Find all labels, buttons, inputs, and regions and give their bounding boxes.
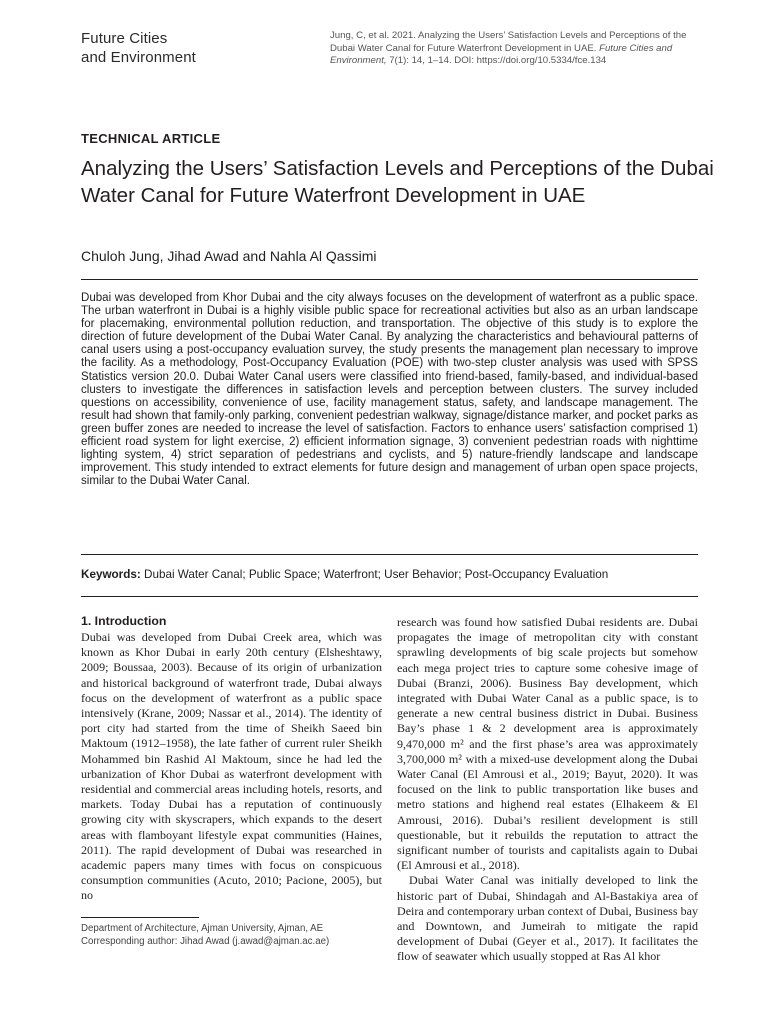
article-title: Analyzing the Users’ Satisfaction Levels and Perceptions of the Dubai Water Canal for Future Waterfront Development in UAE — [81, 157, 714, 207]
citation-details: 7(1): 14, 1–14. DOI: https://doi.org/10.5334/fce.134 — [389, 55, 607, 67]
keywords-label: Keywords: — [81, 568, 141, 581]
footnote — [81, 922, 382, 948]
journal-name-line2: and Environment — [81, 49, 196, 66]
divider-top — [81, 279, 698, 280]
divider-abstract — [81, 554, 698, 555]
column-right — [397, 615, 698, 965]
divider-keywords — [81, 596, 698, 597]
journal-name — [81, 29, 281, 67]
citation-text: Jung, C, et al. 2021. Analyzing the Users’ Satisfaction Levels and Perceptions of the Dubai Water Canal for Future Waterfront Development in UAE. — [330, 30, 687, 54]
paragraph-intro-2: research was found how satisfied Dubai residents are. Dubai propagates the image of metropolitan city with constant sprawling developments of big scale projects but somehow each mega project tries to capture some cohesive image of Dubai (Branzi, 2006). Business Bay development, which integrated with Dubai Water Canal as a public space, is to generate a new central business district in Dubai. Business Bay’s phase 1 & 2 development area is approximately 9,470,000 m² and the first phase’s area was approximately 3,700,000 m² with a mixed-use development along the Dubai Water Canal (El Amrousi et al., 2019; Bayut, 2020). It was focused on the link to public transportation like buses and metro stations and highend real estates (Elhakeem & El Amrousi, 2016). Dubai’s resilient development is still questionable, but it rebuilds the reputation to attract the significant number of tourists and capitalists again to Dubai (El Amrousi et al., 2018). — [397, 615, 698, 873]
citation-header — [330, 30, 698, 68]
paragraph-intro-3: Dubai Water Canal was initially developed to link the historic part of Dubai, Shindagah and Al-Bastakiya area of Deira and contemporary urban context of Dubai, Business bay and Downtown, and Jumeirah to mitigate the rapid development of Dubai (Geyer et al., 2017). It facilitates the flow of seawater which usually stopped at Ras Al khor — [397, 873, 698, 964]
article-type: TECHNICAL ARTICLE — [81, 131, 221, 146]
keywords — [81, 568, 698, 582]
column-left — [81, 614, 382, 904]
section-heading: 1. Introduction — [81, 614, 167, 628]
paragraph-intro-1: Dubai was developed from Dubai Creek area, which was known as Khor Dubai in early 20th century (Elsheshtawy, 2009; Boussaa, 2003). Because of its origin of urbanization and historical background of waterfront trade, Dubai always focus on the development of waterfront as a public space intensively (Krane, 2009; Nassar et al., 2014). The identity of port city had started from the time of Sheikh Saeed bin Maktoum (1912–1958), the late father of current ruler Sheikh Mohammed bin Rashid Al Maktoum, since he had led the urbanization of Khor Dubai as waterfront development with residential and commercial areas including hotels, resorts, and markets. Today Dubai has a reputation of continuously growing city with skyscrapers, which expands to the desert areas with flamboyant lifestyle expat communities (Haines, 2011). The rapid development of Dubai was researched in academic papers many times with focus on conspicuous consumption communities (Acuto, 2010; Pacione, 2005), but no — [81, 630, 382, 903]
corresponding-author: Corresponding author: Jihad Awad (j.awad@ajman.ac.ae) — [81, 936, 330, 948]
author-list: Chuloh Jung, Jihad Awad and Nahla Al Qassimi — [81, 248, 377, 264]
affiliation: Department of Architecture, Ajman University, Ajman, AE — [81, 923, 324, 934]
abstract: Dubai was developed from Khor Dubai and the city always focuses on the development of waterfront as a public space. The urban waterfront in Dubai is a highly visible public space for recreational activities but also as an urban landscape for placemaking, environmental pollution reduction, and transportation. The objective of this study is to explore the direction of future development of the Dubai Water Canal. By analyzing the characteristics and behavioural patterns of canal users using a post-occupancy evaluation survey, the study presents the management plan necessary to improve the facility. As a methodology, Post-Occupancy Evaluation (POE) with two-step cluster analysis was used with SPSS Statistics version 20.0. Dubai Water Canal users were classified into friend-based, family-based, and individual-based clusters to investigate the differences in satisfaction levels and perception between clusters. The survey included questions on accessibility, convenience of use, facility management status, safety, and landscape management. The result had shown that family-only parking, convenient pedestrian walkway, signage/distance marker, and pocket parks as green buffer zones are needed to increase the level of satisfaction. Factors to enhance users’ satisfaction comprised 1) efficient road system for light exercise, 2) efficient information signage, 3) convenient pedestrian roads with nighttime lighting system, 4) strict separation of pedestrians and cyclists, and 5) nature-friendly landscape and landscape improvement. This study intended to extract elements for future design and management of urban open space projects, similar to the Dubai Water Canal. — [81, 292, 698, 488]
footnote-rule — [81, 917, 199, 918]
citation-journal: Future Cities and Environment, — [330, 42, 673, 67]
keywords-text: Dubai Water Canal; Public Space; Waterfront; User Behavior; Post-Occupancy Evaluation — [144, 568, 609, 581]
journal-name-line1: Future Cities — [81, 30, 168, 47]
